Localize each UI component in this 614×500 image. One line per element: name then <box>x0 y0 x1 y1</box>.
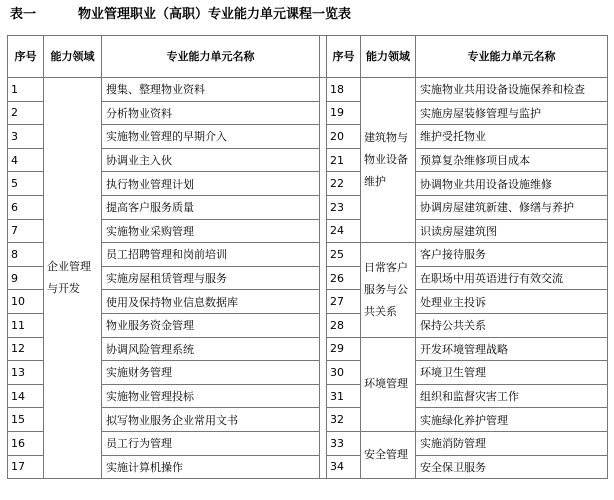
row-no: 16 <box>8 431 44 455</box>
column-gap <box>320 78 327 479</box>
row-no: 24 <box>327 219 361 243</box>
row-no: 14 <box>8 384 44 408</box>
row-no: 4 <box>8 148 44 172</box>
unit-name: 物业服务资金管理 <box>102 313 320 337</box>
table-row <box>8 78 608 102</box>
unit-name: 客户接待服务 <box>416 243 608 267</box>
unit-name: 处理业主投诉 <box>416 290 608 314</box>
unit-name: 组织和监督灾害工作 <box>416 384 608 408</box>
header-unit-right: 专业能力单元名称 <box>416 36 608 78</box>
unit-name: 协调业主入伙 <box>102 148 320 172</box>
row-no: 11 <box>8 313 44 337</box>
header-no-left: 序号 <box>8 36 44 78</box>
curriculum-table <box>7 35 608 479</box>
row-no: 1 <box>8 78 44 102</box>
unit-name: 环境卫生管理 <box>416 361 608 385</box>
unit-name: 预算复杂维修项目成本 <box>416 148 608 172</box>
row-no: 26 <box>327 266 361 290</box>
unit-name: 员工行为管理 <box>102 431 320 455</box>
header-no-right: 序号 <box>327 36 361 78</box>
unit-name: 实施物业采购管理 <box>102 219 320 243</box>
unit-name: 识读房屋建筑图 <box>416 219 608 243</box>
row-no: 34 <box>327 455 361 479</box>
unit-name: 分析物业资料 <box>102 101 320 125</box>
row-no: 28 <box>327 313 361 337</box>
header-unit-left: 专业能力单元名称 <box>102 36 320 78</box>
unit-name: 在职场中用英语进行有效交流 <box>416 266 608 290</box>
unit-name: 协调房屋建筑新建、修缮与养护 <box>416 195 608 219</box>
row-no: 17 <box>8 455 44 479</box>
unit-name: 搜集、整理物业资料 <box>102 78 320 102</box>
unit-name: 提高客户服务质量 <box>102 195 320 219</box>
row-no: 25 <box>327 243 361 267</box>
row-no: 19 <box>327 101 361 125</box>
domain-building: 建筑物与物业设备维护 <box>361 78 416 243</box>
domain-enterprise: 企业管理与开发 <box>44 78 102 479</box>
row-no: 2 <box>8 101 44 125</box>
header-domain-left: 能力领域 <box>44 36 102 78</box>
header-row <box>8 36 608 78</box>
unit-name: 实施物业共用设备设施保养和检查 <box>416 78 608 102</box>
unit-name: 开发环境管理战略 <box>416 337 608 361</box>
row-no: 23 <box>327 195 361 219</box>
row-no: 6 <box>8 195 44 219</box>
row-no: 15 <box>8 408 44 432</box>
row-no: 20 <box>327 125 361 149</box>
row-no: 31 <box>327 384 361 408</box>
row-no: 10 <box>8 290 44 314</box>
unit-name: 实施物业管理投标 <box>102 384 320 408</box>
row-no: 33 <box>327 431 361 455</box>
unit-name: 维护受托物业 <box>416 125 608 149</box>
unit-name: 实施计算机操作 <box>102 455 320 479</box>
column-gap <box>320 36 327 78</box>
row-no: 32 <box>327 408 361 432</box>
header-domain-right: 能力领域 <box>361 36 416 78</box>
unit-name: 安全保卫服务 <box>416 455 608 479</box>
domain-safety: 安全管理 <box>361 431 416 478</box>
caption-label: 表一 <box>10 7 37 22</box>
row-no: 21 <box>327 148 361 172</box>
row-no: 18 <box>327 78 361 102</box>
row-no: 3 <box>8 125 44 149</box>
table-caption <box>0 0 614 34</box>
row-no: 12 <box>8 337 44 361</box>
row-no: 7 <box>8 219 44 243</box>
row-no: 30 <box>327 361 361 385</box>
unit-name: 员工招聘管理和岗前培训 <box>102 243 320 267</box>
row-no: 5 <box>8 172 44 196</box>
domain-environment: 环境管理 <box>361 337 416 431</box>
unit-name: 拟写物业服务企业常用文书 <box>102 408 320 432</box>
unit-name: 实施财务管理 <box>102 361 320 385</box>
unit-name: 执行物业管理计划 <box>102 172 320 196</box>
row-no: 8 <box>8 243 44 267</box>
row-no: 22 <box>327 172 361 196</box>
caption-title: 物业管理职业（高职）专业能力单元课程一览表 <box>78 7 352 22</box>
unit-name: 实施物业管理的早期介入 <box>102 125 320 149</box>
unit-name: 使用及保持物业信息数据库 <box>102 290 320 314</box>
unit-name: 实施房屋租赁管理与服务 <box>102 266 320 290</box>
row-no: 13 <box>8 361 44 385</box>
row-no: 27 <box>327 290 361 314</box>
unit-name: 协调风险管理系统 <box>102 337 320 361</box>
unit-name: 实施绿化养护管理 <box>416 408 608 432</box>
unit-name: 实施房屋装修管理与监护 <box>416 101 608 125</box>
row-no: 29 <box>327 337 361 361</box>
domain-customer-service: 日常客户服务与公共关系 <box>361 243 416 337</box>
row-no: 9 <box>8 266 44 290</box>
unit-name: 实施消防管理 <box>416 431 608 455</box>
unit-name: 协调物业共用设备设施维修 <box>416 172 608 196</box>
unit-name: 保持公共关系 <box>416 313 608 337</box>
